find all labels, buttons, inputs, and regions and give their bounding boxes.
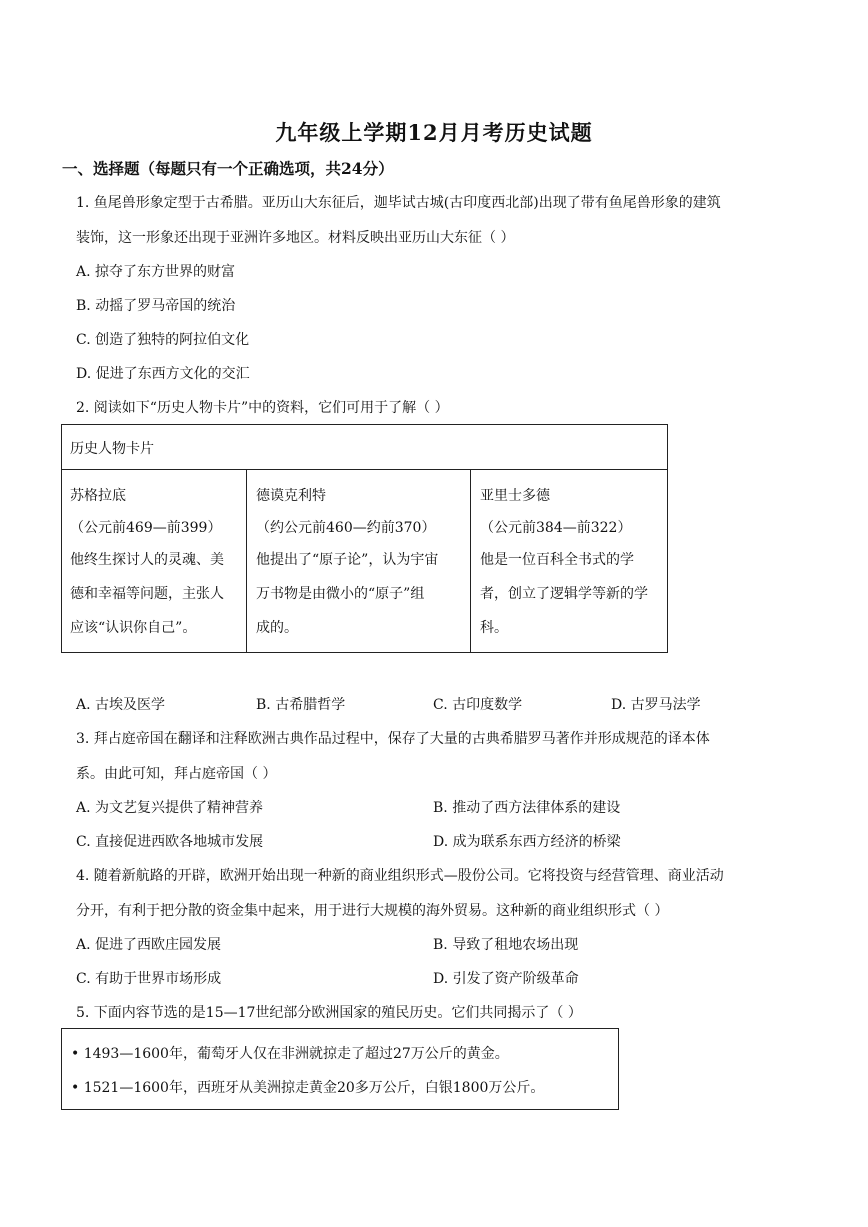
person-desc-democritus-2: 万书物是由微小的“原子”组 bbox=[256, 586, 425, 602]
person-desc-socrates-3: 应该“认识你自己”。 bbox=[70, 620, 197, 636]
person-desc-aristotle-3: 科。 bbox=[480, 620, 508, 636]
q3-option-b: B. 推动了西方法律体系的建设 bbox=[433, 800, 621, 816]
q4-option-b: B. 导致了租地农场出现 bbox=[433, 937, 579, 953]
q5-stem: 5. 下面内容节选的是15—17世纪部分欧洲国家的殖民历史。它们共同揭示了（ ） bbox=[76, 1005, 582, 1021]
person-desc-aristotle-1: 他是一位百科全书式的学 bbox=[480, 552, 634, 568]
q4-option-c: C. 有助于世界市场形成 bbox=[76, 971, 222, 987]
q2-option-a: A. 古埃及医学 bbox=[76, 697, 166, 713]
q1-stem-line1: 1. 鱼尾兽形象定型于古希腊。亚历山大东征后，迦毕试古城(古印度西北部)出现了带有鱼尾兽形象的建筑 bbox=[76, 195, 721, 211]
q1-stem-line2: 装饰，这一形象还出现于亚洲许多地区。材料反映出亚历山大东征（ ） bbox=[76, 230, 515, 246]
q1-option-b: B. 动摇了罗马帝国的统治 bbox=[76, 298, 236, 314]
q3-option-c: C. 直接促进西欧各地城市发展 bbox=[76, 834, 264, 850]
q3-option-a: A. 为文艺复兴提供了精神营养 bbox=[76, 800, 264, 816]
q3-stem-line2: 系。由此可知，拜占庭帝国（ ） bbox=[76, 766, 277, 782]
q2-stem: 2. 阅读如下“历史人物卡片”中的资料，它们可用于了解（ ） bbox=[76, 400, 449, 416]
q1-option-c: C. 创造了独特的阿拉伯文化 bbox=[76, 332, 250, 348]
person-desc-democritus-3: 成的。 bbox=[256, 620, 298, 636]
q5-item-2: • 1521—1600年，西班牙从美洲掠走黄金20多万公斤，白银1800万公斤。 bbox=[71, 1080, 545, 1096]
person-desc-aristotle-2: 者，创立了逻辑学等新的学 bbox=[480, 586, 648, 602]
q4-option-a: A. 促进了西欧庄园发展 bbox=[76, 937, 222, 953]
person-dates-socrates: （公元前469—前399） bbox=[70, 520, 222, 536]
person-dates-aristotle: （公元前384—前322） bbox=[480, 520, 632, 536]
person-name-democritus: 德谟克利特 bbox=[256, 488, 326, 504]
q3-stem-line1: 3. 拜占庭帝国在翻译和注释欧洲古典作品过程中，保存了大量的古典希腊罗马著作并形成规范的译本体 bbox=[76, 731, 710, 747]
person-dates-democritus: （约公元前460—约前370） bbox=[256, 520, 436, 536]
person-name-aristotle: 亚里士多德 bbox=[480, 488, 550, 504]
q2-option-c: C. 古印度数学 bbox=[433, 697, 523, 713]
q4-option-d: D. 引发了资产阶级革命 bbox=[433, 971, 579, 987]
q1-option-a: A. 掠夺了东方世界的财富 bbox=[76, 264, 236, 280]
q1-option-d: D. 促进了东西方文化的交汇 bbox=[76, 366, 250, 382]
q2-option-d: D. 古罗马法学 bbox=[611, 697, 701, 713]
person-name-socrates: 苏格拉底 bbox=[70, 488, 126, 504]
person-desc-socrates-1: 他终生探讨人的灵魂、美 bbox=[70, 552, 224, 568]
q4-stem-line2: 分开，有利于把分散的资金集中起来，用于进行大规模的海外贸易。这种新的商业组织形式（ ） bbox=[76, 903, 669, 919]
q2-option-b: B. 古希腊哲学 bbox=[256, 697, 346, 713]
section-heading: 一、选择题（每题只有一个正确选项，共24分） bbox=[62, 159, 394, 178]
page-title: 九年级上学期12月月考历史试题 bbox=[275, 120, 593, 145]
q4-stem-line1: 4. 随着新航路的开辟，欧洲开始出现一种新的商业组织形式—股份公司。它将投资与经营管理、商业活动 bbox=[76, 868, 724, 884]
q5-item-1: • 1493—1600年，葡萄牙人仅在非洲就掠走了超过27万公斤的黄金。 bbox=[71, 1046, 509, 1062]
card-title: 历史人物卡片 bbox=[70, 441, 154, 457]
person-desc-democritus-1: 他提出了“原子论”，认为宇宙 bbox=[256, 552, 439, 568]
q3-option-d: D. 成为联系东西方经济的桥梁 bbox=[433, 834, 621, 850]
person-desc-socrates-2: 德和幸福等问题，主张人 bbox=[70, 586, 224, 602]
